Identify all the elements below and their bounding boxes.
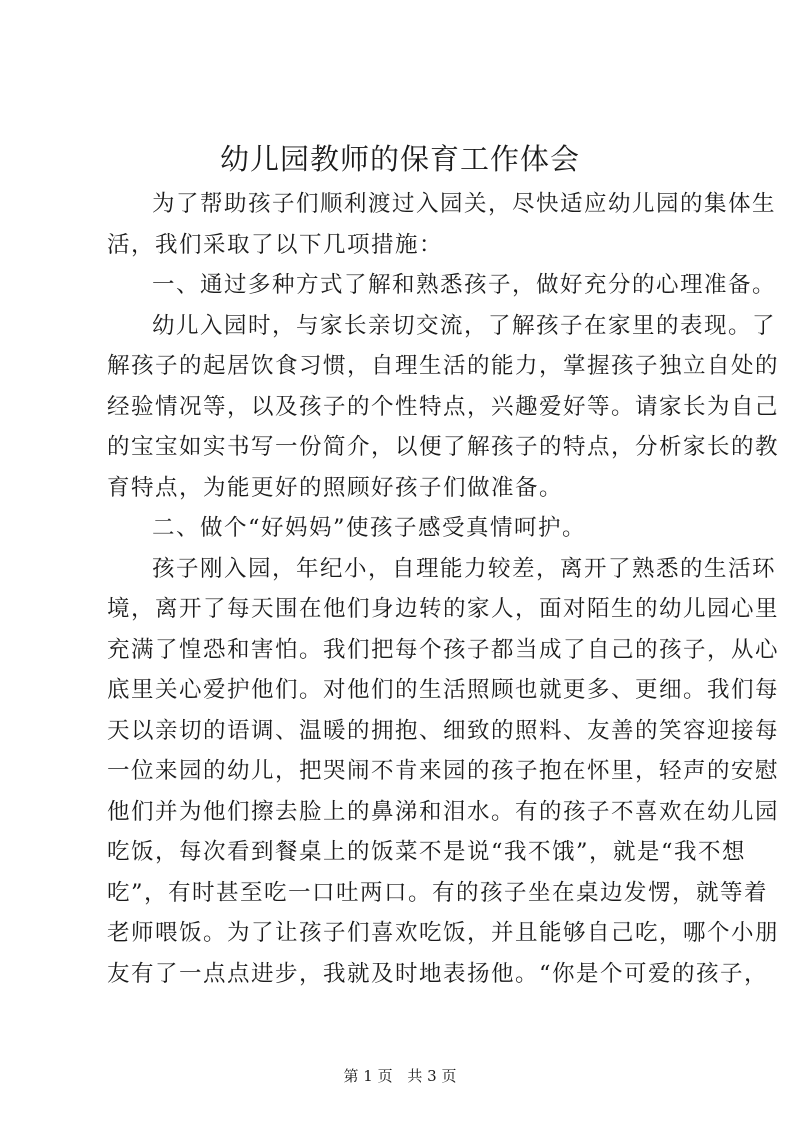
document-body <box>107 184 780 994</box>
text-line: 解孩子的起居饮食习惯，自理生活的能力，掌握孩子独立自处的 <box>107 353 780 379</box>
text-line: 育特点，为能更好的照顾好孩子们做准备。 <box>107 474 564 501</box>
text-line: 他们并为他们擦去脸上的鼻涕和泪水。有的孩子不喜欢在幼儿园 <box>107 798 780 825</box>
document-title: 幼儿园教师的保育工作体会 <box>219 142 580 176</box>
text-line: 友有了一点点进步，我就及时地表扬他。“你是个可爱的孩子， <box>107 960 769 987</box>
page-total: 共 3 页 <box>407 1067 457 1085</box>
page-footer <box>0 1066 800 1086</box>
text-line: 经验情况等，以及孩子的个性特点，兴趣爱好等。请家长为自己 <box>107 393 780 420</box>
text-line: 活，我们采取了以下几项措施： <box>107 231 444 258</box>
text-line: 吃”，有时甚至吃一口吐两口。有的孩子坐在桌边发愣，就等着 <box>107 879 769 906</box>
section-heading-line: 二、做个“好妈妈”使孩子感受真情呵护。 <box>152 515 587 541</box>
text-line: 的宝宝如实书写一份简介，以便了解孩子的特点，分析家长的教 <box>107 434 780 460</box>
paragraph-intro <box>107 184 777 265</box>
paragraph-understanding <box>107 306 780 509</box>
text-line: 天以亲切的语调、温暖的拥抱、细致的照料、友善的笑容迎接每 <box>107 717 780 744</box>
text-line: 一位来园的幼儿，把哭闹不肯来园的孩子抱在怀里，轻声的安慰 <box>107 758 780 784</box>
text-line: 境，离开了每天围在他们身边转的家人，面对陌生的幼儿园心里 <box>107 596 780 622</box>
text-line: 为了帮助孩子们顺利渡过入园关，尽快适应幼儿园的集体生 <box>152 191 777 217</box>
section-heading-line: 一、通过多种方式了解和熟悉孩子，做好充分的心理准备。 <box>152 272 777 298</box>
page-number: 第 1 页 <box>343 1067 393 1085</box>
text-line: 幼儿入园时，与家长亲切交流，了解孩子在家里的表现。了 <box>152 312 777 339</box>
paragraph-heading-2 <box>107 508 727 549</box>
text-line: 老师喂饭。为了让孩子们喜欢吃饭，并且能够自己吃，哪个小朋 <box>107 920 780 946</box>
text-line: 孩子刚入园，年纪小，自理能力较差，离开了熟悉的生活环 <box>152 555 777 582</box>
text-line: 充满了惶恐和害怕。我们把每个孩子都当成了自己的孩子，从心 <box>107 636 780 663</box>
paragraph-heading-1 <box>107 265 777 306</box>
text-line: 吃饭，每次看到餐桌上的饭菜不是说“我不饿”，就是“我不想 <box>107 839 747 865</box>
paragraph-care <box>107 549 780 995</box>
text-line: 底里关心爱护他们。对他们的生活照顾也就更多、更细。我们每 <box>107 677 780 703</box>
